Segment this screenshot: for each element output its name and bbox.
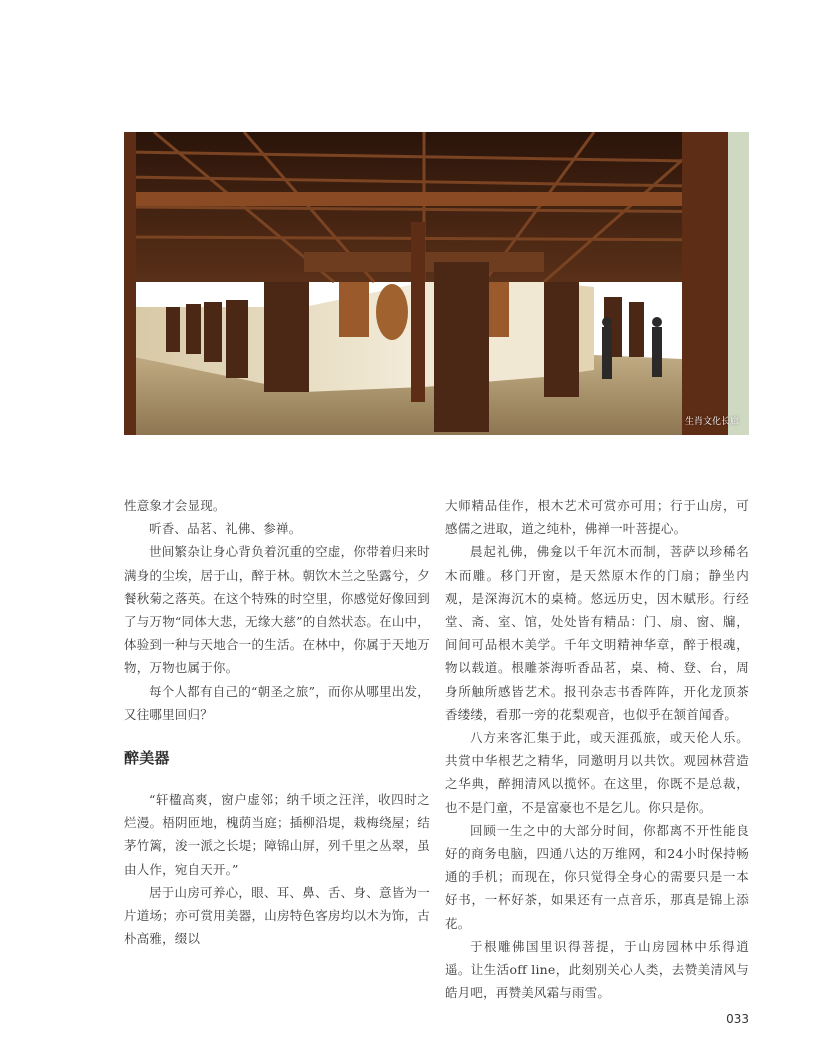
quote-paragraph: “轩楹高爽，窗户虚邻；纳千顷之汪洋，收四时之烂漫。梧阴匝地，槐荫当庭；插柳沿堤，栽梅绕屋；结茅竹篱，浚一派之长堤；障锦山屏，列千里之丛翠，虽由人作，宛自天开。” [124,792,430,877]
section-heading: 醉美器 [124,749,170,768]
paragraph: 每个人都有自己的“朝圣之旅”，而你从哪里出发，又往哪里回归？ [124,683,430,722]
paragraph: 大师精品佳作，根木艺术可赏亦可用；行于山房，可感儒之进取，道之纯朴，佛禅一叶菩提心。 [445,498,749,537]
page-number: 033 [726,1012,749,1026]
paragraph: 性意象才会显现。 [124,498,226,513]
corridor-illustration [124,132,749,435]
paragraph: 于根雕佛国里识得菩提，于山房园林中乐得逍遥。让生活off line，此刻别关心人类，去赞美清风与皓月吧，再赞美风霜与雨雪。 [445,938,749,1001]
corridor-photo [124,132,749,435]
right-column [445,494,749,1004]
paragraph: 世间繁杂让身心背负着沉重的空虚，你带着归来时满身的尘埃，居于山，醉于林。朝饮木兰之坠露兮，夕餐秋菊之落英。在这个特殊的时空里，你感觉好像回到了与万物“同体大悲，无缘大慈”的自然状态。在山中，体验到一种与天地合一的生活。在林中，你属于天地万物，万物也属于你。 [124,544,430,676]
paragraph: 回顾一生之中的大部分时间，你都离不开性能良好的商务电脑，四通八达的万维网，和24小时保持畅通的手机；而现在，你只觉得全身心的需要只是一本好书，一杯好茶，如果还有一点音乐，那真是锦上添花。 [445,822,749,931]
left-column [124,494,430,950]
paragraph: 居于山房可养心，眼、耳、鼻、舌、身、意皆为一片道场；亦可赏用美器，山房特色客房均以木为饰，古朴高雅，缀以 [124,884,430,947]
paragraph: 晨起礼佛，佛龛以千年沉木而制，菩萨以珍稀名木而雕。移门开窗，是天然原木作的门扇；静坐内观，是深海沉木的桌椅。悠远历史，因木赋形。行经堂、斋、室、馆，处处皆有精品：门、扇、窗、牖，间间可品根木美学。千年文明精神华章，醉于根魂，物以载道。根雕茶海听香品茗，桌、椅、登、台，周身所触所感皆艺术。报刊杂志书香阵阵，开化龙顶茶香缕缕，看那一旁的花梨观音，也似乎在颔首闻香。 [445,544,749,722]
paragraph: 八方来客汇集于此，或天涯孤旅，或天伦人乐。共赏中华根艺之精华，同邀明月以共饮。观园林营造之华典，醉拥清风以揽怀。在这里，你既不是总裁，也不是门童，不是富豪也不是乞儿。你只是你。 [445,730,749,815]
paragraph: 听香、品茗、礼佛、参禅。 [149,521,302,537]
photo-caption: 生肖文化长廊 [684,417,739,427]
